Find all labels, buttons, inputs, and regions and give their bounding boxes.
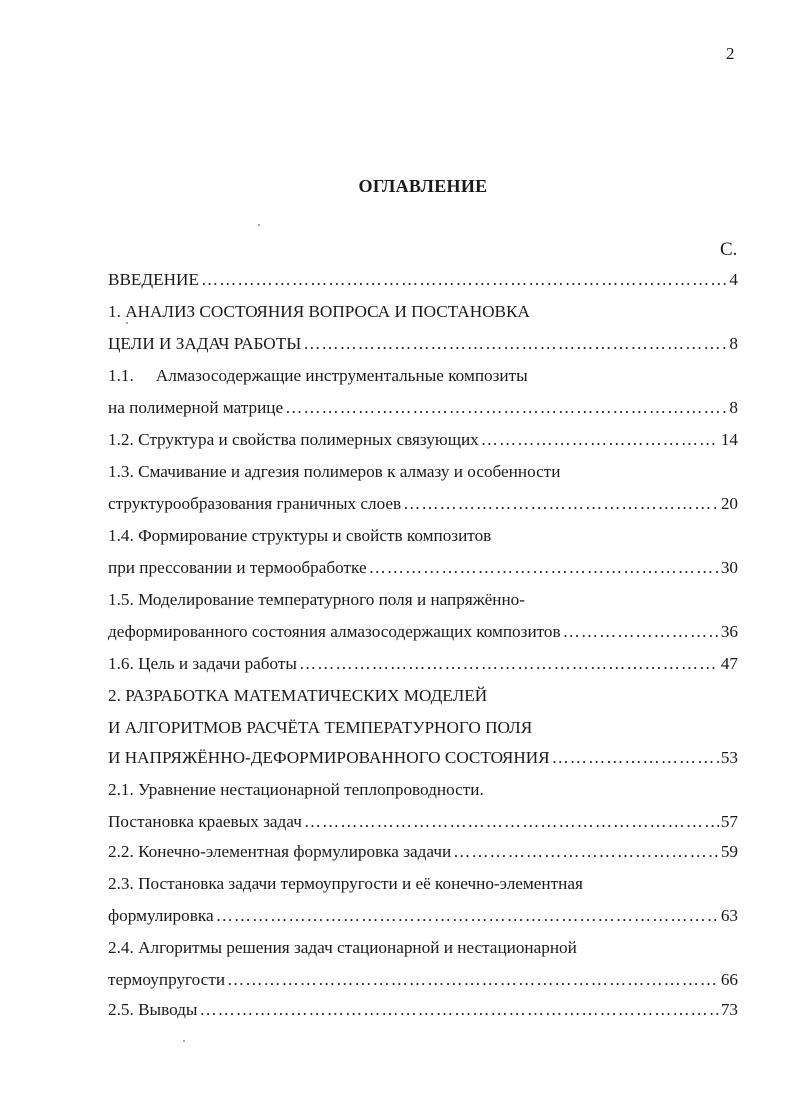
toc-entry-text: формулировка — [108, 906, 214, 925]
toc-entry-text: деформированного состояния алмазосодержащих композитов — [108, 622, 561, 641]
toc-entry — [108, 334, 738, 358]
toc-entry — [108, 366, 738, 390]
toc-page-number: 73 — [720, 1000, 738, 1019]
toc-entry-text: 1.3. Смачивание и адгезия полимеров к алмазу и особенности — [108, 462, 561, 481]
toc-page-number: 53 — [720, 748, 738, 767]
toc-dot-leader — [303, 334, 727, 354]
toc-entry-text: 2.2. Конечно-элементная формулировка задачи — [108, 842, 452, 861]
toc-entry — [108, 874, 738, 898]
toc-entry-text: Алмазосодержащие инструментальные композиты — [155, 366, 528, 385]
toc-entry — [108, 812, 738, 836]
toc-dot-leader — [227, 970, 719, 990]
toc-page-number: 63 — [720, 906, 738, 925]
toc-entry — [108, 398, 738, 422]
toc-page-number: 14 — [720, 430, 738, 449]
toc-entry — [108, 718, 738, 742]
toc-entry-text: на полимерной матрице — [108, 398, 284, 417]
toc-dot-leader — [285, 398, 727, 418]
toc-page-number: 36 — [720, 622, 738, 641]
toc-dot-leader — [403, 494, 719, 514]
toc-entry — [108, 780, 738, 804]
toc-dot-leader — [481, 430, 719, 450]
toc-entry-text: 2.1. Уравнение нестационарной теплопроводности. — [108, 780, 484, 799]
toc-page-number: 47 — [720, 654, 738, 673]
toc-dot-leader — [299, 654, 719, 674]
toc-page-number: 8 — [729, 398, 738, 417]
toc-entry — [108, 622, 738, 646]
toc-entry-text: термоупругости — [108, 970, 226, 989]
toc-entry — [108, 970, 738, 994]
toc-entry-text: 1.5. Моделирование температурного поля и напряжённо- — [108, 590, 525, 609]
toc-entry-text: структурообразования граничных слоев — [108, 494, 402, 513]
toc-entry — [108, 430, 738, 454]
toc-entry-text: при прессовании и термообработке — [108, 558, 367, 577]
toc-entry-text: И АЛГОРИТМОВ РАСЧЁТА ТЕМПЕРАТУРНОГО ПОЛЯ — [108, 718, 533, 737]
toc-page-number: 8 — [729, 334, 738, 353]
toc-page-number: 57 — [720, 812, 738, 831]
scan-speck — [126, 322, 128, 324]
toc-entry — [108, 1000, 738, 1024]
toc-entry — [108, 906, 738, 930]
toc-entry-text: 2. РАЗРАБОТКА МАТЕМАТИЧЕСКИХ МОДЕЛЕЙ — [108, 686, 488, 705]
toc-dot-leader — [201, 270, 727, 290]
scan-speck — [183, 1040, 185, 1042]
toc-entry — [108, 302, 738, 326]
toc-entry — [108, 686, 738, 710]
toc-entry — [108, 748, 738, 772]
toc-page-number: 4 — [729, 270, 738, 289]
scan-speck — [258, 224, 260, 226]
toc-entry-text: 2.3. Постановка задачи термоупругости и её конечно-элементная — [108, 874, 583, 893]
toc-entry — [108, 842, 738, 866]
toc-dot-leader — [563, 622, 719, 642]
toc-page-number: 20 — [720, 494, 738, 513]
toc-dot-leader — [369, 558, 719, 578]
toc-page-number: 66 — [720, 970, 738, 989]
toc-entry-number: 1.1. — [108, 366, 134, 385]
toc-entry-text: Постановка краевых задач — [108, 812, 302, 831]
toc-entry-text: 2.4. Алгоритмы решения задач стационарной и нестационарной — [108, 938, 577, 957]
toc-dot-leader — [552, 748, 719, 768]
toc-dot-leader — [199, 1000, 718, 1020]
page-column-header: С. — [720, 239, 738, 260]
toc-entry — [108, 590, 738, 614]
page-number: 2 — [726, 44, 735, 63]
toc-entry — [108, 526, 738, 550]
toc-entry-text: И НАПРЯЖЁННО-ДЕФОРМИРОВАННОГО СОСТОЯНИЯ — [108, 748, 550, 767]
toc-page-number: 30 — [720, 558, 738, 577]
toc-entry — [108, 558, 738, 582]
toc-entry-text: 1. АНАЛИЗ СОСТОЯНИЯ ВОПРОСА И ПОСТАНОВКА — [108, 302, 530, 321]
toc-entry — [108, 270, 738, 294]
toc-entry-text: ВВЕДЕНИЕ — [108, 270, 199, 289]
toc-entry-text: 1.6. Цель и задачи работы — [108, 654, 297, 673]
toc-entry-text: 1.4. Формирование структуры и свойств композитов — [108, 526, 492, 545]
toc-entry — [108, 494, 738, 518]
toc-entry — [108, 654, 738, 678]
toc-entry-text: 1.2. Структура и свойства полимерных связующих — [108, 430, 479, 449]
toc-entry — [108, 462, 738, 486]
toc-entry-text: 2.5. Выводы — [108, 1000, 198, 1019]
page-title: ОГЛАВЛЕНИЕ — [358, 176, 488, 196]
toc-page-number: 59 — [720, 842, 738, 861]
toc-entry — [108, 938, 738, 962]
toc-dot-leader — [216, 906, 719, 926]
toc-dot-leader — [453, 842, 719, 862]
toc-dot-leader — [304, 812, 719, 832]
toc-entry-text: ЦЕЛИ И ЗАДАЧ РАБОТЫ — [108, 334, 302, 353]
